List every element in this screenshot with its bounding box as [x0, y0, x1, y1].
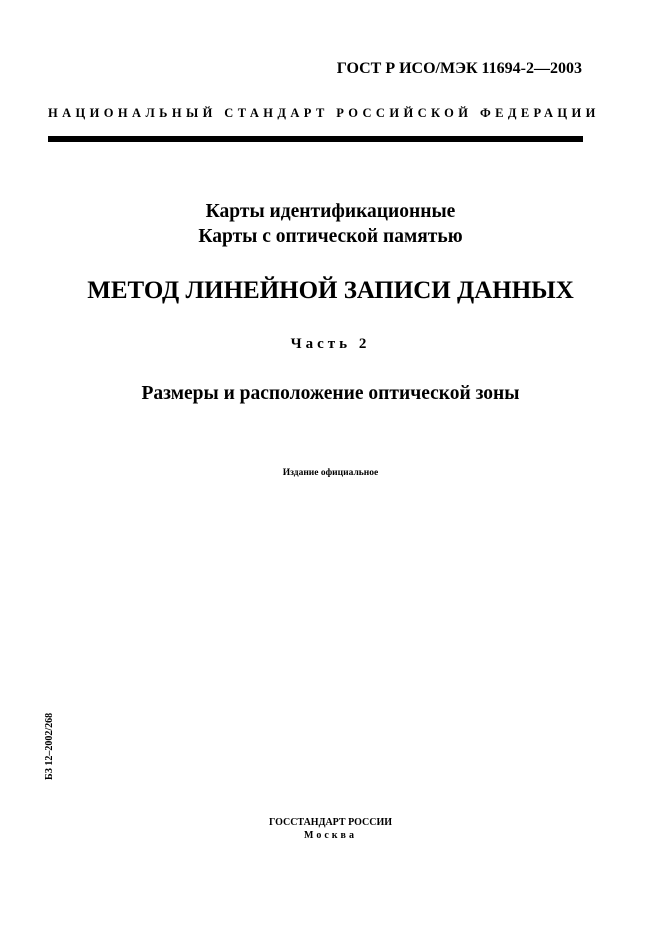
- edition-label: Издание официальное: [282, 468, 379, 478]
- publisher-city: Москва: [304, 830, 357, 841]
- publisher-block: [0, 816, 661, 842]
- publisher-name: ГОССТАНДАРТ РОССИИ: [268, 817, 393, 828]
- title-line-2: Карты с оптической памятью: [198, 226, 463, 247]
- header-rule: [48, 136, 583, 142]
- part-label: Часть 2: [290, 336, 371, 352]
- title-line-1: Карты идентификационные: [205, 201, 456, 222]
- title-block: [0, 199, 661, 249]
- main-title: МЕТОД ЛИНЕЙНОЙ ЗАПИСИ ДАННЫХ: [87, 277, 574, 304]
- standard-type-header: НАЦИОНАЛЬНЫЙ СТАНДАРТ РОССИЙСКОЙ ФЕДЕРАЦИИ: [48, 106, 600, 120]
- document-number: ГОСТ Р ИСО/МЭК 11694-2—2003: [336, 60, 582, 77]
- side-code: БЗ 12–2002/268: [44, 712, 55, 780]
- subtitle: Размеры и расположение оптической зоны: [141, 383, 520, 404]
